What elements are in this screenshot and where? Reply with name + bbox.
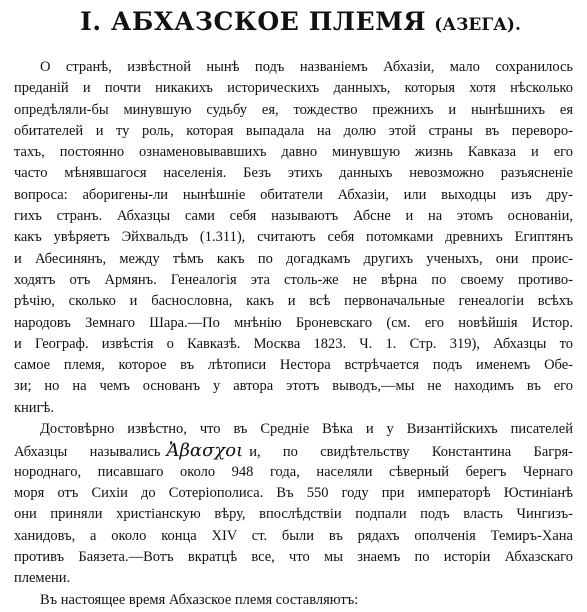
text-line: ханидовъ, а около конца XIV ст. были въ рядахъ ополченія Темиръ-Хана [14, 527, 573, 544]
text-line: Достовѣрно извѣстно, что въ Средніе Вѣка и у Византійскихъ писателей [40, 421, 573, 438]
text-line: самое племя, которое въ лѣтописи Нестора встрѣчается подъ именемъ Обе- [14, 357, 573, 374]
paragraph-1 [14, 57, 573, 419]
text-line: народовъ Земнаго Шара.—По мнѣнію Броневскаго (см. его новѣйшія Истор. [14, 314, 573, 331]
text-line: вопроса: аборигены-ли нынѣшніе обитатели Абхазіи, или выходцы изъ дру- [14, 186, 573, 203]
paragraph-2 [14, 419, 573, 589]
text-line: и Географ. извѣстія о Кавказѣ. Москва 1823. Ч. 1. Стр. 319), Абхазцы то [14, 335, 573, 352]
text-line: обитателей и ту роль, которая выпадала на долю этой страны въ переворо- [14, 122, 573, 139]
text-line: зи; но на чемъ основанъ у автора этотъ выводъ,—мы не находимъ въ его [14, 378, 573, 395]
text-line: и Абесинянъ, между тѣмъ какъ по догадкамъ другихъ ученыхъ, они проис- [14, 250, 573, 267]
text-line: племени. [14, 570, 71, 587]
text-line: ходятъ отъ Армянъ. Генеалогія эта столь-же не вѣрна по своему противо- [14, 271, 573, 288]
text-line: рѣчію, сколько и баснословна, какъ и всѣ первоначальные генеалогіи всѣхъ [14, 293, 573, 310]
title-main: I. АБХАЗСКОЕ ПЛЕМЯ [80, 7, 427, 36]
page-title [28, 6, 573, 38]
text-line: тахъ, постоянно ознаменовывавшихъ давно минувшую жизнь Кавказа и его [14, 144, 573, 161]
text-line: они приняли христіанскую вѣру, впослѣдствіи подпали подъ власть Чингизъ- [14, 506, 573, 523]
text-line: опредѣляли-бы минувшую судьбу ея, тождество прежнихъ и нынѣшнихъ ея [14, 101, 573, 118]
greek-term: Ἀβασχοι [166, 440, 244, 462]
text-segment: и, по свидѣтельству Константина Багря- [249, 444, 573, 461]
text-line: какъ увѣряетъ Эйхвальдъ (1.311), считаютъ себя потомками древнихъ Египтянъ [14, 229, 573, 246]
text-line: книгѣ. [14, 399, 55, 416]
title-sub: (АЗЕГА). [434, 15, 521, 35]
text-segment: Абхазцы назывались [14, 444, 161, 461]
text-line [14, 440, 573, 461]
text-line: О странѣ, извѣстной нынѣ подъ названіемъ Абхазіи, мало сохранилось [40, 59, 573, 75]
text-line: гихъ странъ. Абхазцы сами себя называютъ Абсне и на этомъ основаніи, [14, 208, 573, 225]
text-line: Въ настоящее время Абхазское племя составляютъ: [40, 592, 359, 609]
paragraph-3 [14, 590, 573, 611]
text-line: преданій и почти никакихъ историческихъ данныхъ, которыя хотя нѣсколько [14, 80, 573, 97]
text-line: нороднаго, писавшаго около 948 года, населяли сѣверный берегъ Чернаго [14, 463, 573, 480]
text-line: противъ Баязета.—Вотъ вкратцѣ все, что мы знаемъ по исторіи Абхазскаго [14, 548, 573, 565]
text-line: моря отъ Сихіи до Сотеріополиса. Въ 550 году при императорѣ Юстиніанѣ [14, 484, 573, 501]
text-line: часто мѣнявшагося населенія. Безъ этихъ данныхъ невозможно разъясненіе [14, 165, 573, 182]
